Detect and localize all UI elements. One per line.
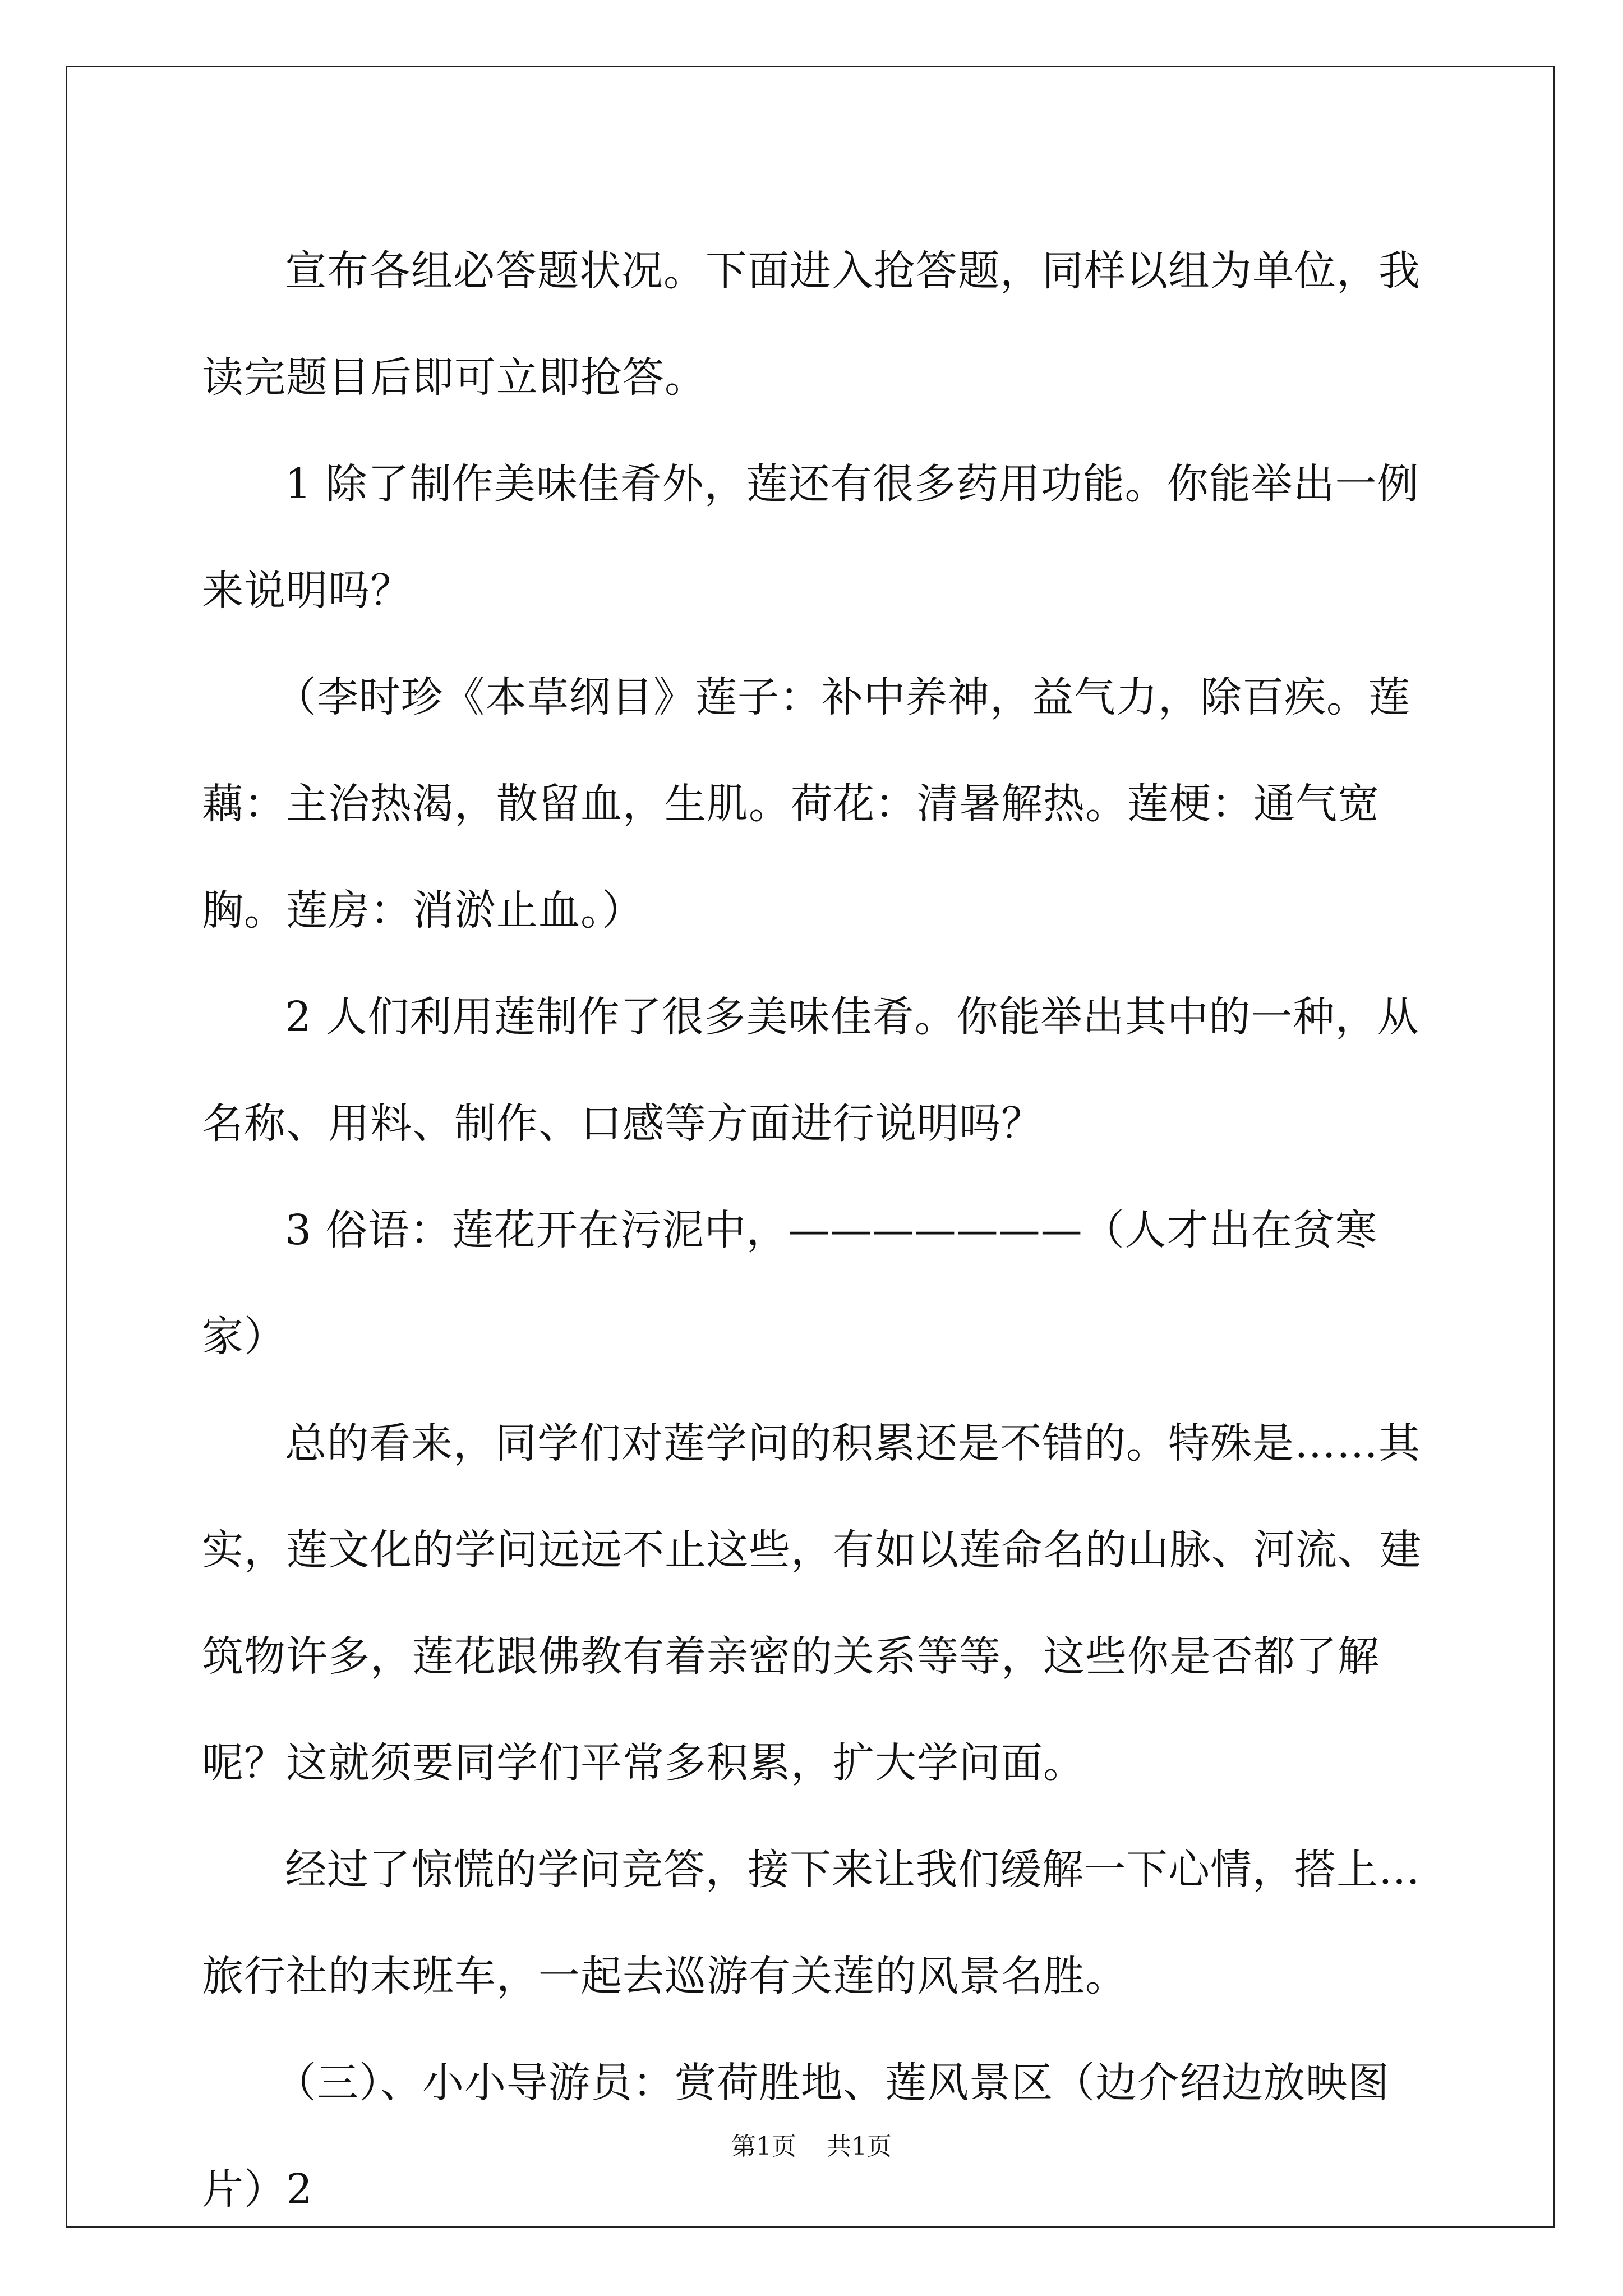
paragraph-2: 1 除了制作美味佳肴外，莲还有很多药用功能。你能举出一例来说明吗？ [202,460,1419,615]
page-number: 第1页 [731,2132,796,2161]
paragraph-8: （三）、小小导游员：赏荷胜地、莲风景区（边介绍边放映图片）2 [202,2059,1390,2214]
document-body [202,218,1436,2243]
paragraph-4: 2 人们利用莲制作了很多美味佳肴。你能举出其中的一种，从名称、用料、制作、口感等方面进行说明吗？ [202,993,1419,1148]
paragraph-7: 经过了惊慌的学问竞答，接下来让我们缓解一下心情，搭上…旅行社的末班车，一起去巡游有关莲的风景名胜。 [202,1846,1421,2000]
page-total: 共1页 [827,2132,892,2161]
paragraph-6: 总的看来，同学们对莲学问的积累还是不错的。特殊是……其实，莲文化的学问远远不止这些，有如以莲命名的山脉、河流、建筑物许多，莲花跟佛教有着亲密的关系等等，这些你是否都了解呢？这就须要同学们平常多积累，扩大学问面。 [202,1419,1422,1787]
paragraph-1: 宣布各组必答题状况。下面进入抢答题，同样以组为单位，我读完题目后即可立即抢答。 [202,247,1421,402]
paragraph-5: 3 俗语：莲花开在污泥中，———————（人才出在贫寒家） [202,1206,1377,1361]
page-footer [0,2126,1623,2162]
paragraph-3: （李时珍《本草纲目》莲子：补中养神，益气力，除百疾。莲藕：主治热渴，散留血，生肌。荷花：清暑解热。莲梗：通气宽胸。莲房：消淤止血。） [202,673,1410,935]
